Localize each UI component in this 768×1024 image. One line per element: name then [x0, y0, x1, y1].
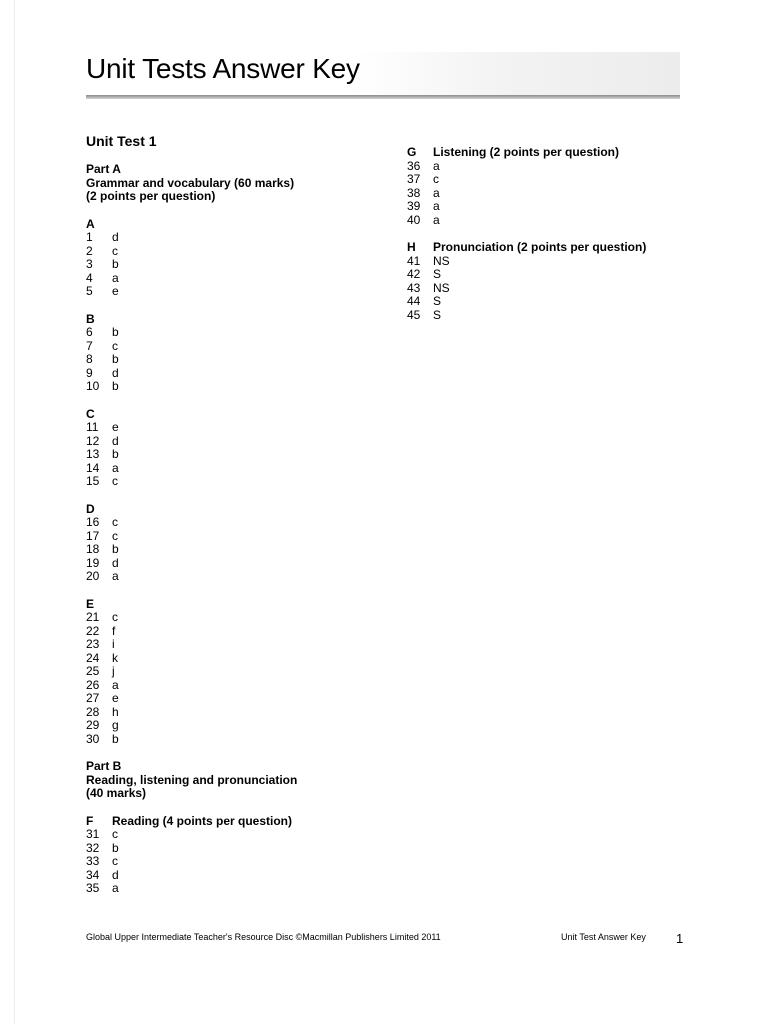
answer-list	[86, 611, 376, 746]
answer-value: c	[112, 474, 118, 488]
question-number: 15	[86, 474, 100, 488]
answer-row	[86, 733, 376, 747]
section-letter: E	[86, 596, 95, 611]
question-number: 36	[407, 158, 421, 173]
answer-row	[86, 828, 376, 842]
answer-row	[407, 214, 697, 228]
question-number: 23	[86, 637, 100, 651]
question-number: 21	[86, 610, 100, 624]
question-number: 8	[86, 352, 93, 366]
section-f	[86, 815, 376, 896]
answer-list	[86, 516, 376, 584]
answer-list	[86, 326, 376, 394]
test-title: Unit Test 1	[86, 133, 157, 149]
answer-value: a	[112, 460, 119, 475]
part-a-desc: Grammar and vocabulary (60 marks)	[86, 175, 295, 190]
question-number: 42	[407, 267, 421, 281]
answer-row	[86, 285, 376, 299]
answer-list	[86, 421, 376, 489]
question-number: 38	[407, 185, 421, 200]
section-heading	[407, 241, 697, 255]
answer-list	[86, 828, 376, 896]
answer-value: a	[433, 212, 440, 227]
answer-row	[86, 557, 376, 571]
answer-value: i	[112, 637, 115, 651]
answer-row	[86, 543, 376, 557]
section-letter: B	[86, 311, 95, 326]
answer-row	[86, 530, 376, 544]
answer-value: S	[433, 267, 442, 281]
question-number: 19	[86, 555, 100, 570]
answer-value: d	[112, 867, 119, 882]
question-number: 33	[86, 854, 100, 868]
question-number: 13	[86, 447, 100, 461]
answer-row	[86, 231, 376, 245]
answer-row	[86, 516, 376, 530]
section-letter: G	[407, 145, 417, 159]
section-letter: A	[86, 216, 95, 231]
part-a-header	[86, 163, 376, 204]
left-column	[86, 133, 376, 910]
section-d	[86, 503, 376, 584]
question-number: 5	[86, 284, 93, 298]
section-heading-text: Pronunciation (2 points per question)	[433, 240, 647, 254]
answer-value: d	[112, 433, 119, 448]
answer-row	[86, 855, 376, 869]
answer-row	[86, 353, 376, 367]
question-number: 43	[407, 280, 421, 295]
answer-value: c	[112, 827, 118, 841]
part-b-marks: (40 marks)	[86, 786, 147, 800]
section-heading	[407, 146, 697, 160]
footer-label: Unit Test Answer Key	[561, 932, 646, 942]
question-number: 45	[407, 307, 421, 322]
answer-row	[86, 692, 376, 706]
answer-row	[86, 706, 376, 720]
answer-row	[86, 462, 376, 476]
answer-row	[86, 435, 376, 449]
answer-value: a	[433, 158, 440, 173]
answer-row	[407, 282, 697, 296]
page-title: Unit Tests Answer Key	[86, 53, 360, 84]
answer-value: S	[433, 307, 442, 322]
answer-row	[86, 367, 376, 381]
question-number: 41	[407, 253, 421, 268]
question-number: 34	[86, 867, 100, 882]
answer-row	[407, 173, 697, 187]
answer-value: j	[112, 664, 115, 678]
question-number: 6	[86, 325, 93, 339]
answer-value: a	[112, 881, 119, 895]
question-number: 2	[86, 243, 93, 258]
answer-value: a	[112, 569, 119, 583]
section-b	[86, 313, 376, 394]
answer-list	[407, 255, 697, 323]
answer-value: e	[112, 420, 119, 434]
answer-value: e	[112, 284, 119, 298]
answer-row	[407, 255, 697, 269]
answer-row	[86, 475, 376, 489]
answer-row	[407, 160, 697, 174]
answer-value: b	[112, 542, 119, 556]
page-edge	[14, 0, 15, 1024]
question-number: 20	[86, 569, 100, 583]
answer-value: c	[112, 515, 118, 529]
answer-row	[86, 638, 376, 652]
part-b-header	[86, 760, 376, 801]
question-number: 22	[86, 623, 100, 638]
answer-value: b	[112, 447, 119, 461]
section-letter: C	[86, 406, 95, 421]
answer-value: b	[112, 257, 119, 271]
answer-row	[86, 665, 376, 679]
question-number: 40	[407, 212, 421, 227]
question-number: 7	[86, 338, 93, 353]
title-rule	[86, 95, 680, 99]
answer-row	[86, 652, 376, 666]
answer-value: c	[112, 854, 118, 868]
answer-row	[86, 882, 376, 896]
section-heading	[86, 815, 376, 829]
question-number: 31	[86, 827, 100, 841]
question-number: 44	[407, 294, 421, 308]
section-heading-text: Reading (4 points per question)	[112, 813, 293, 828]
question-number: 1	[86, 230, 93, 244]
answer-value: b	[112, 731, 119, 746]
answer-row	[86, 611, 376, 625]
answer-value: c	[112, 338, 118, 353]
answer-row	[86, 719, 376, 733]
answer-value: k	[112, 650, 118, 665]
answer-value: a	[433, 185, 440, 200]
question-number: 30	[86, 731, 100, 746]
answer-row	[86, 570, 376, 584]
question-number: 18	[86, 542, 100, 556]
answer-value: c	[112, 243, 118, 258]
question-number: 35	[86, 881, 100, 895]
section-g	[407, 146, 697, 227]
answer-row	[86, 245, 376, 259]
section-c	[86, 408, 376, 489]
question-number: 11	[86, 420, 99, 434]
answer-list	[407, 160, 697, 228]
answer-row	[86, 842, 376, 856]
part-a-points: (2 points per question)	[86, 189, 216, 203]
footer-copyright: Global Upper Intermediate Teacher's Resource Disc ©Macmillan Publishers Limited 2011	[86, 932, 441, 942]
answer-row	[86, 340, 376, 354]
question-number: 32	[86, 840, 100, 855]
answer-value: b	[112, 379, 119, 393]
answer-value: b	[112, 352, 119, 366]
question-number: 9	[86, 365, 93, 380]
section-heading-text: Listening (2 points per question)	[433, 145, 619, 159]
part-a-title: Part A	[86, 162, 121, 176]
question-number: 24	[86, 650, 100, 665]
question-number: 26	[86, 677, 100, 692]
answer-row	[86, 421, 376, 435]
question-number: 14	[86, 460, 100, 475]
question-number: 12	[86, 433, 100, 448]
answer-value: c	[112, 528, 118, 543]
answer-row	[407, 268, 697, 282]
answer-value: a	[112, 677, 119, 692]
answer-row	[86, 272, 376, 286]
question-number: 27	[86, 691, 100, 705]
answer-row	[86, 679, 376, 693]
answer-value: S	[433, 294, 442, 308]
answer-value: d	[112, 230, 119, 244]
answer-value: c	[112, 610, 118, 624]
answer-value: NS	[433, 253, 450, 268]
section-e	[86, 598, 376, 747]
answer-list	[86, 231, 376, 299]
section-letter: F	[86, 813, 94, 828]
question-number: 4	[86, 270, 93, 285]
page-number: 1	[676, 931, 684, 946]
answer-row	[86, 869, 376, 883]
question-number: 16	[86, 515, 100, 529]
answer-row	[86, 625, 376, 639]
question-number: 37	[407, 172, 421, 186]
answer-value: f	[112, 623, 116, 638]
question-number: 39	[407, 199, 421, 213]
answer-row	[86, 258, 376, 272]
question-number: 3	[86, 257, 93, 271]
answer-value: b	[112, 840, 119, 855]
answer-value: a	[112, 270, 119, 285]
answer-row	[86, 326, 376, 340]
answer-value: a	[433, 199, 440, 213]
answer-row	[407, 200, 697, 214]
section-a	[86, 218, 376, 299]
part-b-desc: Reading, listening and pronunciation	[86, 772, 298, 787]
question-number: 17	[86, 528, 100, 543]
section-h	[407, 241, 697, 322]
right-column	[407, 146, 697, 336]
answer-value: g	[112, 718, 119, 732]
answer-value: b	[112, 325, 119, 339]
answer-value: d	[112, 555, 119, 570]
answer-value: c	[433, 172, 439, 186]
section-letter: D	[86, 501, 95, 516]
answer-value: e	[112, 691, 119, 705]
question-number: 25	[86, 664, 100, 678]
answer-value: h	[112, 704, 119, 719]
section-letter: H	[407, 240, 416, 254]
answer-row	[407, 187, 697, 201]
answer-value: NS	[433, 280, 450, 295]
question-number: 10	[86, 379, 100, 393]
question-number: 28	[86, 704, 100, 719]
part-b-title: Part B	[86, 759, 122, 773]
answer-row	[86, 380, 376, 394]
answer-row	[407, 309, 697, 323]
answer-row	[86, 448, 376, 462]
answer-value: d	[112, 365, 119, 380]
question-number: 29	[86, 718, 100, 732]
answer-row	[407, 295, 697, 309]
